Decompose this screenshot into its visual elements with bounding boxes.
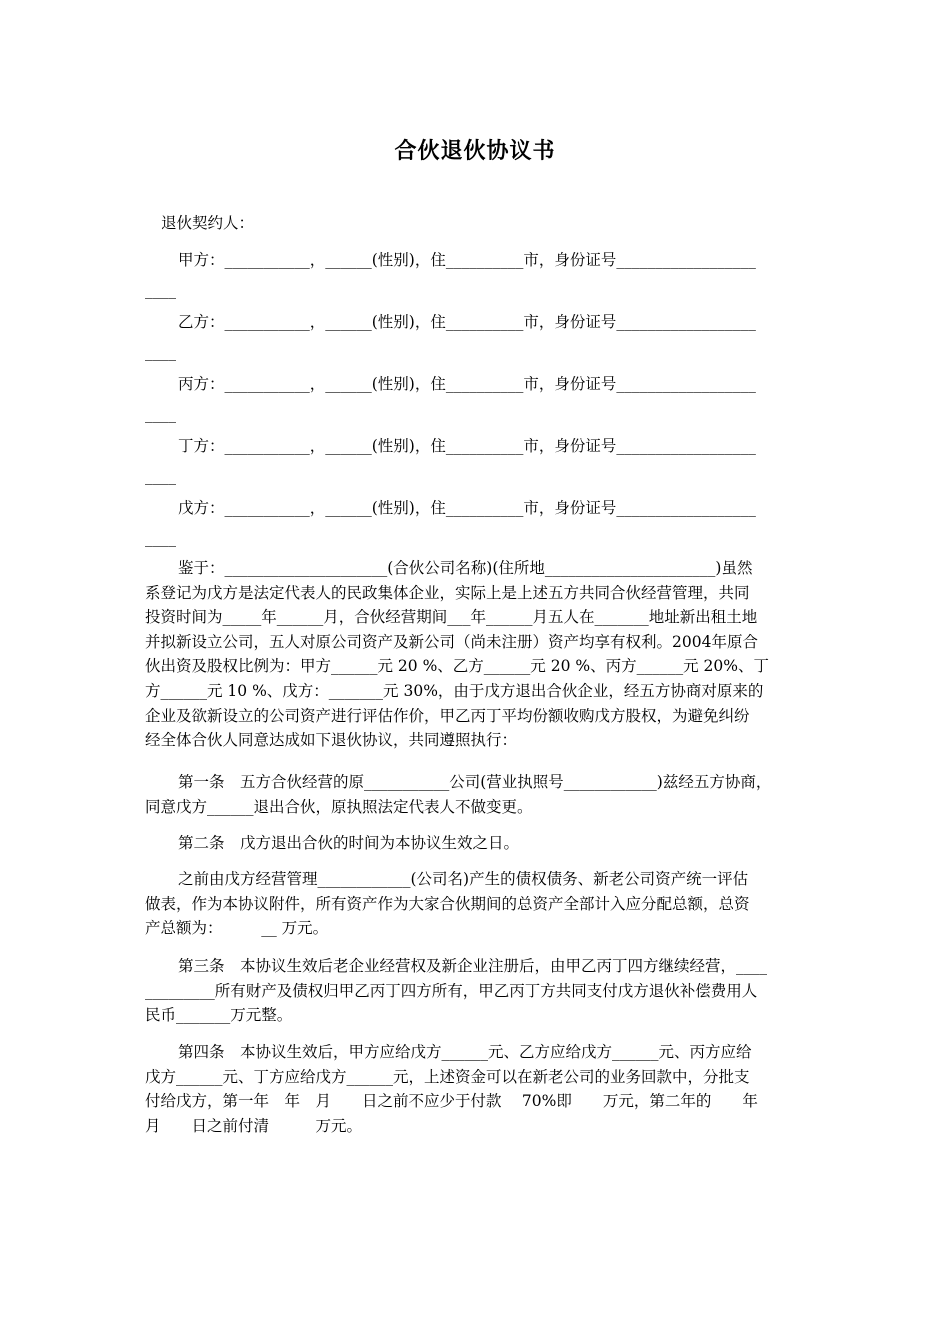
text-line: 民币_______万元整。: [145, 1006, 293, 1025]
text-line: 第三条 本协议生效后老企业经营权及新企业注册后，由甲乙丙丁四方继续经营，____: [178, 957, 768, 975]
text-line: 之前由戊方经营管理____________(公司名)产生的债权债务、新老公司资产统一评估: [178, 870, 749, 888]
text-line: 同意戊方______退出合伙，原执照法定代表人不做变更。: [145, 797, 533, 816]
intro-text: 退伙契约人：: [161, 214, 255, 232]
text-line: 第一条 五方合伙经营的原___________公司(营业执照号____________)兹经五方协商，: [178, 773, 772, 791]
article-3: [145, 954, 825, 1028]
party-line: ____: [145, 281, 176, 299]
text-line: 鉴于：_____________________(合伙公司名称)(住所地______________________)虽然: [178, 559, 753, 577]
party-line: 丁方：___________，______(性别)，住__________市，身份证号__________________: [178, 437, 756, 455]
party-line: 丙方：___________，______(性别)，住__________市，身份证号__________________: [178, 375, 756, 393]
document-title: 合伙退伙协议书: [394, 138, 556, 164]
text-line: 投资时间为_____年______月，合伙经营期间___年______月五人在_______地址新出租土地: [145, 608, 758, 627]
text-line: 戊方______元、丁方应给戊方______元，上述资金可以在新老公司的业务回款中，分批支: [145, 1067, 750, 1086]
party-entry: [145, 307, 825, 367]
text-line: 经全体合伙人同意达成如下退伙协议，共同遵照执行：: [145, 731, 518, 750]
party-line: 乙方：___________，______(性别)，住__________市，身份证号__________________: [178, 313, 756, 331]
article-4: [145, 1040, 825, 1138]
party-line: ____: [145, 529, 176, 547]
party-line: ____: [145, 467, 176, 485]
party-entry: [145, 493, 825, 553]
text-line: 第二条 戊方退出合伙的时间为本协议生效之日。: [178, 834, 520, 852]
party-line: ____: [145, 405, 176, 423]
party-entry: [145, 369, 825, 429]
text-line: 月 日之前付清 万元。: [145, 1116, 363, 1135]
text-line: 系登记为戊方是法定代表人的民政集体企业，实际上是上述五方共同合伙经营管理，共同: [145, 583, 750, 602]
party-line: 戊方：___________，______(性别)，住__________市，身份证号__________________: [178, 499, 756, 517]
party-entry: [145, 245, 825, 305]
text-line: 第四条 本协议生效后，甲方应给戊方______元、乙方应给戊方______元、丙方应给: [178, 1043, 752, 1061]
text-line: 做表，作为本协议附件，所有资产作为大家合伙期间的总资产全部计入应分配总额，总资: [145, 894, 750, 913]
text-line: 并拟新设立公司，五人对原公司资产及新公司（尚未注册）资产均享有权利。2004年原合: [145, 632, 758, 651]
text-line: 付给戊方，第一年 年 月 日之前不应少于付款 70%即 万元，第二年的 年: [145, 1092, 758, 1111]
article-2: [145, 831, 825, 856]
whereas-paragraph: [145, 556, 825, 753]
party-line: 甲方：___________，______(性别)，住__________市，身份证号__________________: [178, 251, 756, 269]
text-line: 企业及欲新设立的公司资产进行评估作价，甲乙丙丁平均份额收购戊方股权，为避免纠纷: [145, 706, 750, 725]
party-line: ____: [145, 343, 176, 361]
debts-paragraph: [145, 867, 825, 941]
contracting-parties-label: [161, 211, 841, 236]
text-line: 方______元 10 %、戊方：_______元 30%，由于戊方退出合伙企业，经五方协商对原来的: [145, 681, 764, 700]
text-line: _________所有财产及债权归甲乙丙丁四方所有，甲乙丙丁方共同支付戊方退伙补偿费用人: [145, 981, 758, 1000]
text-line: 伙出资及股权比例为：甲方______元 20 %、乙方______元 20 %、丙方______元 20%、丁: [145, 657, 769, 676]
party-entry: [145, 431, 825, 491]
text-line: 产总额为： __ 万元。: [145, 919, 329, 938]
article-1: [145, 770, 825, 819]
